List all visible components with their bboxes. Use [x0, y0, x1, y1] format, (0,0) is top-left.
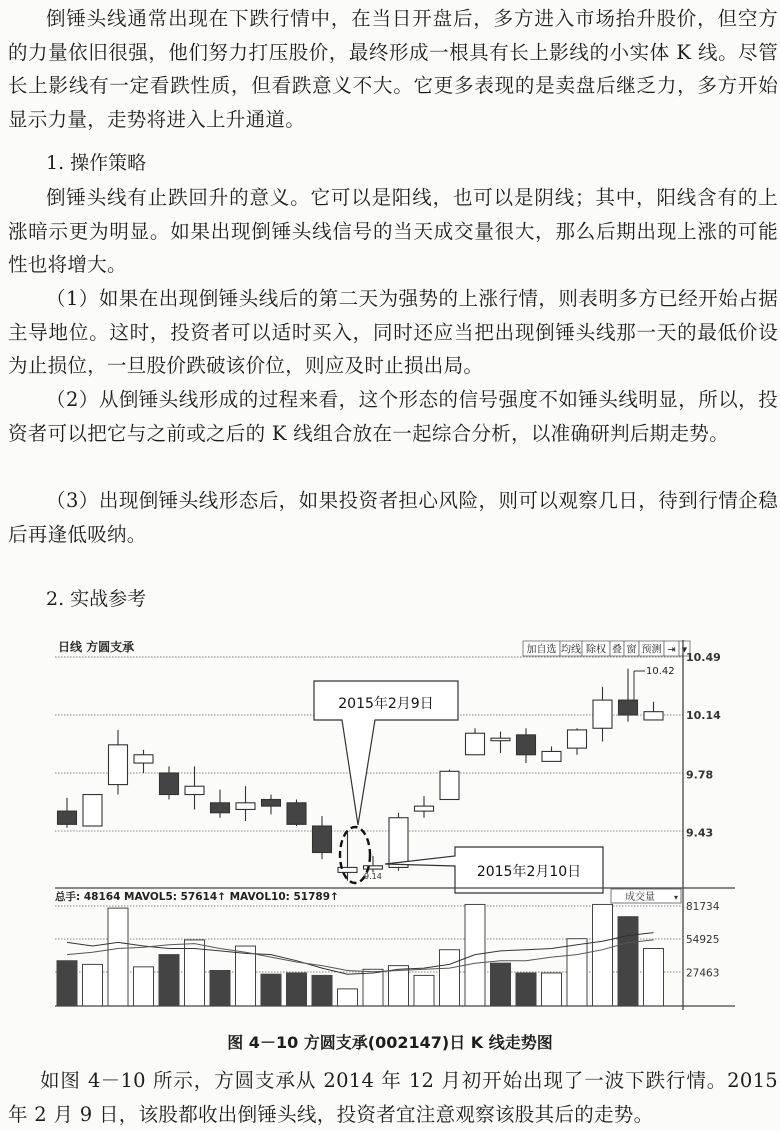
- candle: [466, 728, 485, 755]
- toolbar-button-label: 预测: [641, 644, 662, 656]
- volume-bar: [440, 950, 460, 1006]
- candle: [644, 702, 663, 720]
- candle: [287, 800, 306, 827]
- volume-bar: [389, 966, 409, 1006]
- paragraph-point-2: （2）从倒锤头线形成的过程来看，这个形态的信号强度不如锤头线明显，所以，投资者可以把它与之前或之后的 K 线组合放在一起综合分析，以准确研判后期走势。: [8, 388, 778, 445]
- volume-tick-label: 27463: [686, 967, 720, 980]
- volume-bar: [134, 967, 154, 1006]
- candle: [593, 687, 612, 742]
- candle: [568, 728, 587, 755]
- volume-bar: [414, 975, 434, 1006]
- chart-header: 日线 方圆支承: [58, 640, 135, 654]
- section-heading-strategy: 1. 操作策略: [46, 152, 147, 174]
- volume-bar: [185, 940, 205, 1006]
- volume-tick-label: 81734: [686, 901, 720, 913]
- price-tick-label: 10.49: [686, 651, 721, 664]
- callout-feb9-label: 2015年2月9日: [338, 696, 434, 712]
- candle: [109, 730, 128, 795]
- candle: [517, 728, 536, 763]
- volume-bar: [618, 917, 638, 1006]
- toolbar-button-label: 叠: [612, 644, 622, 656]
- candle: [134, 750, 153, 773]
- candle: [415, 796, 434, 818]
- volume-bar: [465, 904, 485, 1006]
- candle: [160, 766, 179, 799]
- volume-bar: [108, 908, 128, 1006]
- volume-bar: [210, 971, 230, 1006]
- price-axis-labels: [686, 651, 721, 840]
- volume-bar: [261, 974, 281, 1006]
- volume-selector-label: 成交量: [625, 892, 655, 903]
- toolbar-button-label: 加自选: [526, 644, 557, 656]
- candle: [58, 798, 77, 828]
- chevron-down-icon: ▾: [673, 893, 679, 902]
- volume-bar: [567, 939, 587, 1006]
- paragraph-strategy: 倒锤头线有止跌回升的意义。它可以是阳线，也可以是阴线；其中，阳线含有的上涨暗示更为明显。如果出现倒锤头线信号的当天成交量很大，那么后期出现上涨的可能性也将增大。: [8, 186, 778, 276]
- candle: [491, 732, 510, 754]
- toolbar-button-label: 除权: [586, 644, 606, 656]
- callout-feb10-label: 2015年2月10日: [476, 864, 582, 880]
- candle: [364, 856, 383, 873]
- price-tick-label: 9.43: [686, 826, 714, 840]
- section-heading-case: 2. 实战参考: [46, 588, 147, 610]
- volume-axis-labels: [686, 901, 720, 979]
- volume-header: 总手: 48164 MAVOL5: 57614↑ MAVOL10: 51789↑: [55, 891, 339, 903]
- candle: [211, 790, 230, 818]
- candle: [262, 795, 281, 815]
- candle: [542, 746, 561, 761]
- chart-toolbar: [523, 641, 690, 656]
- volume-bar: [516, 973, 536, 1006]
- paragraph-point-3: （3）出现倒锤头线形态后，如果投资者担心风险，则可以观察几日，待到行情企稳后再逢低吸纳。: [8, 489, 778, 546]
- paragraph-point-1: （1）如果在出现倒锤头线后的第二天为强势的上涨行情，则表明多方已经开始占据主导地位。这时，投资者可以适时买入，同时还应当把出现倒锤头线那一天的最低价设为止损位，一旦股价跌破该价位，则应及时止损出局。: [8, 287, 778, 377]
- toolbar-button-label: 均线: [561, 644, 581, 656]
- price-tick-label: 10.14: [686, 708, 721, 722]
- figure-caption: 图 4－10 方圆支承(002147)日 K 线走势图: [227, 1033, 553, 1052]
- volume-bar: [159, 955, 179, 1006]
- toolbar-button-label: ⇥: [667, 644, 676, 656]
- candle: [440, 770, 459, 800]
- volume-bar: [83, 964, 103, 1006]
- candle: [313, 816, 332, 859]
- volume-bar: [312, 975, 332, 1006]
- candle: [236, 786, 255, 821]
- paragraph-intro: 倒锤头线通常出现在下跌行情中，在当日开盘后，多方进入市场抬升股价，但空方的力量依旧很强，他们努力打压股价，最终形成一根具有长上影线的小实体 K 线。尽管长上影线有一定看跌性质，但看跌意义不大。它更多表现的是卖盘后继乏力，多方开始显示力量，走势将进入上升通道。: [8, 7, 778, 131]
- volume-bar: [287, 973, 307, 1006]
- candle: [83, 795, 102, 826]
- volume-bar: [542, 973, 562, 1006]
- candle: [619, 669, 638, 722]
- mavol10-line: [67, 940, 654, 972]
- volume-bar: [491, 963, 511, 1006]
- high-label: 10.42: [646, 666, 675, 677]
- volume-bar: [338, 989, 358, 1006]
- paragraph-analysis: 如图 4－10 所示，方圆支承从 2014 年 12 月初开始出现了一波下跌行情。2015 年 2 月 9 日，该股都收出倒锤头线，投资者宜注意观察该股其后的走势。: [8, 1069, 778, 1126]
- volume-bar: [644, 948, 664, 1006]
- toolbar-button-label: 窗: [626, 644, 637, 656]
- kline-chart: [0, 620, 780, 1030]
- volume-bar: [363, 969, 383, 1006]
- low-label: 9.14: [364, 872, 382, 881]
- price-tick-label: 9.78: [686, 768, 714, 782]
- volume-bar: [593, 904, 613, 1006]
- volume-bar: [236, 946, 256, 1006]
- volume-tick-label: 54925: [686, 933, 720, 946]
- volume-bar: [57, 961, 77, 1006]
- toolbar-button-label: ▾: [681, 644, 688, 656]
